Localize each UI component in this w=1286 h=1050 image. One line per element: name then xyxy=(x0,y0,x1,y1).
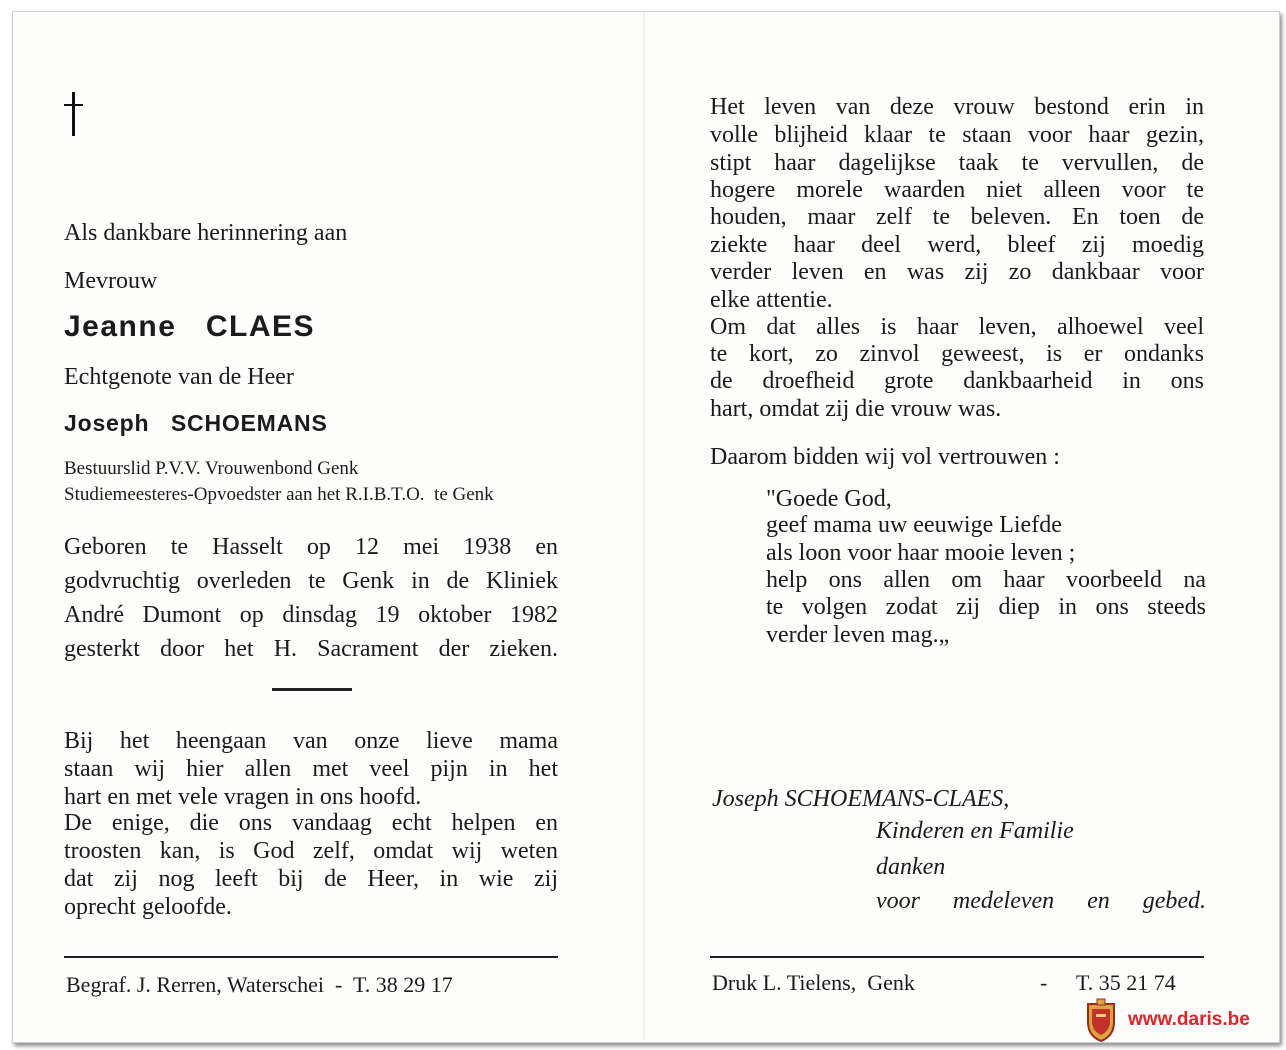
birth-line: André Dumont op dinsdag 19 oktober 1982 xyxy=(64,602,558,628)
birth-line: Geboren te Hasselt op 12 mei 1938 en xyxy=(64,534,558,560)
intro-text: Als dankbare herinnering aan xyxy=(64,220,348,246)
salutation: Mevrouw xyxy=(64,268,158,294)
tribute-line: volle blijheid klaar te staan voor haar gezin, xyxy=(710,122,1204,148)
memorial-text-line: De enige, die ons vandaag echt helpen en xyxy=(64,810,558,836)
prayer-line: help ons allen om haar voorbeeld na xyxy=(766,567,1206,593)
tribute-line: te kort, zo zinvol geweest, is er ondanks xyxy=(710,341,1204,367)
birth-line: godvruchtig overleden te Genk in de Kliniek xyxy=(64,568,558,594)
prayer-intro: Daarom bidden wij vol vertrouwen : xyxy=(710,444,1060,470)
footer-dash: - xyxy=(1040,970,1048,995)
card-fold xyxy=(643,12,645,1040)
prayer-line: geef mama uw eeuwige Liefde xyxy=(766,512,1062,538)
tribute-line: Om dat alles is haar leven, alhoewel veel xyxy=(710,314,1204,340)
birth-line: gesterkt door het H. Sacrament der zieken. xyxy=(64,636,558,662)
spouse-name: Joseph SCHOEMANS xyxy=(64,410,328,436)
tribute-line: ziekte haar deel werd, bleef zij moedig xyxy=(710,232,1204,258)
role-line: Studiemeesteres-Opvoedster aan het R.I.B.T.O. te Genk xyxy=(64,484,494,505)
prayer-line: "Goede God, xyxy=(766,486,892,512)
tribute-line: stipt haar dagelijkse taak te vervullen, de xyxy=(710,150,1204,176)
prayer-line: als loon voor haar mooie leven ; xyxy=(766,540,1076,566)
printer-phone: T. 35 21 74 xyxy=(1076,970,1176,995)
memorial-text-line: oprecht geloofde. xyxy=(64,894,232,920)
tribute-line: hogere morele waarden niet alleen voor te xyxy=(710,177,1204,203)
watermark-link[interactable]: www.daris.be xyxy=(1128,1009,1250,1030)
tribute-line: hart, omdat zij die vrouw was. xyxy=(710,396,1002,422)
printer-footer: Druk L. Tielens, Genk xyxy=(712,970,915,995)
separator-line xyxy=(272,688,352,691)
signature-line: Kinderen en Familie xyxy=(876,818,1074,844)
tribute-line: elke attentie. xyxy=(710,287,833,313)
memorial-text-line: Bij het heengaan van onze lieve mama xyxy=(64,728,558,754)
signature-line: danken xyxy=(876,854,946,880)
role-line: Bestuurslid P.V.V. Vrouwenbond Genk xyxy=(64,458,359,479)
printer-footer: Begraf. J. Rerren, Waterschei - T. 38 29 17 xyxy=(66,972,453,997)
tribute-line: houden, maar zelf te beleven. En toen de xyxy=(710,204,1204,230)
footer-rule xyxy=(64,956,558,958)
signature-line: voor medeleven en gebed. xyxy=(876,888,1206,914)
memorial-text-line: dat zij nog leeft bij de Heer, in wie zij xyxy=(64,866,558,892)
spouse-intro: Echtgenote van de Heer xyxy=(64,364,294,390)
coat-of-arms-icon xyxy=(1084,998,1118,1042)
tribute-line: de droefheid grote dankbaarheid in ons xyxy=(710,368,1204,394)
memorial-text-line: hart en met vele vragen in ons hoofd. xyxy=(64,784,422,810)
tribute-line: Het leven van deze vrouw bestond erin in xyxy=(710,94,1204,120)
signature-name: Joseph SCHOEMANS-CLAES, xyxy=(712,786,1010,812)
footer-rule xyxy=(710,956,1204,958)
memorial-text-line: troosten kan, is God zelf, omdat wij weten xyxy=(64,838,558,864)
memorial-text-line: staan wij hier allen met veel pijn in het xyxy=(64,756,558,782)
prayer-line: verder leven mag.„ xyxy=(766,622,950,648)
deceased-name: Jeanne CLAES xyxy=(64,310,316,343)
cross-icon xyxy=(62,92,86,140)
prayer-line: te volgen zodat zij diep in ons steeds xyxy=(766,594,1206,620)
tribute-line: verder leven en was zij zo dankbaar voor xyxy=(710,259,1204,285)
